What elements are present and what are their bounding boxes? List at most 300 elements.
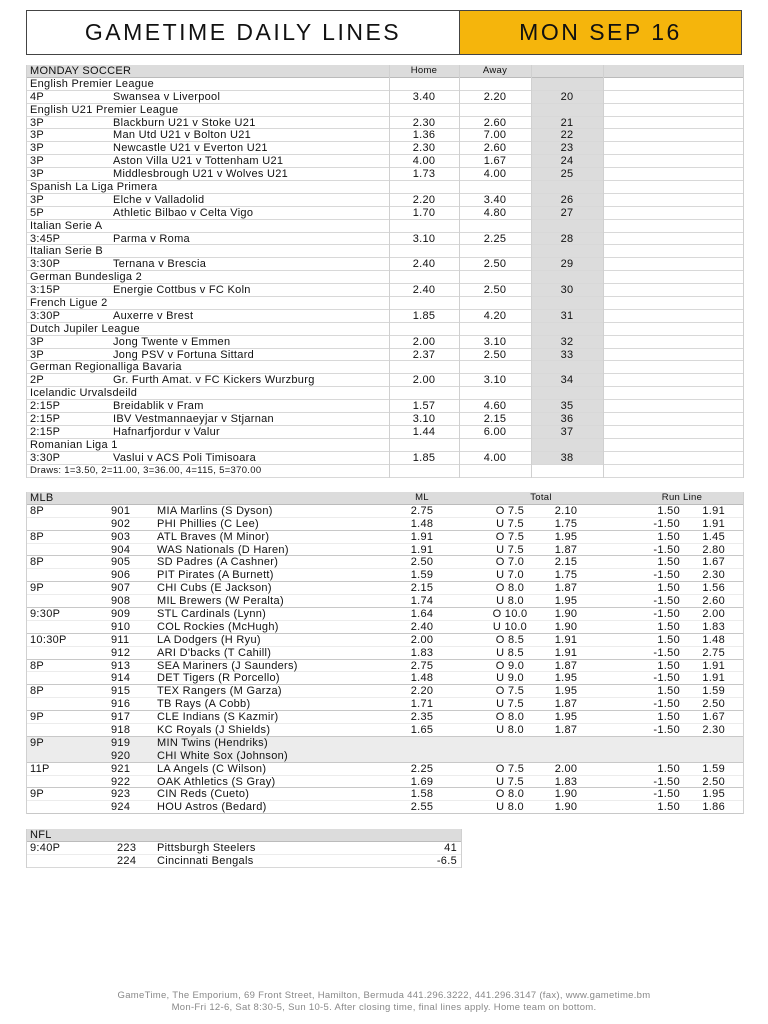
- home-odds: 2.00: [412, 335, 436, 348]
- match-teams: Auxerre v Brest: [113, 309, 194, 322]
- match-teams: Middlesbrough U21 v Wolves U21: [113, 168, 289, 181]
- match-row: [27, 168, 743, 181]
- mlb-row: [27, 634, 743, 647]
- match-time: 3:30P: [30, 309, 61, 322]
- moneyline: 2.15: [410, 582, 434, 595]
- home-odds: 3.40: [412, 90, 436, 103]
- run-line: 1.50: [657, 711, 680, 724]
- draw-number: 35: [560, 400, 574, 413]
- mlb-row: [27, 685, 743, 698]
- home-odds: 2.40: [412, 284, 436, 297]
- total-odds: 1.87: [554, 582, 578, 595]
- moneyline: 1.58: [410, 788, 434, 801]
- total-odds: 1.90: [554, 608, 578, 621]
- run-line: 1.50: [657, 530, 680, 543]
- run-line-odds: 2.30: [702, 724, 725, 737]
- mlb-header-row: [27, 492, 743, 505]
- nfl-table: [26, 829, 462, 868]
- total-line: U 7.5: [496, 698, 524, 711]
- run-line-odds: 1.67: [702, 556, 725, 569]
- home-odds: 1.85: [412, 309, 436, 322]
- run-line: 1.50: [657, 556, 680, 569]
- page-header: [26, 10, 742, 55]
- total-line: O 7.0: [495, 556, 525, 569]
- game-time: 8P: [30, 504, 45, 517]
- away-odds: 2.50: [483, 258, 507, 271]
- team-name: Pittsburgh Steelers: [157, 841, 256, 854]
- moneyline: 2.75: [410, 504, 434, 517]
- spread-line: -6.5: [436, 854, 457, 867]
- footer: [0, 990, 768, 1014]
- mlb-row: [27, 556, 743, 569]
- total-odds: 1.87: [554, 543, 578, 556]
- rotation-number: 902: [111, 517, 131, 530]
- draw-number: 31: [560, 309, 574, 322]
- total-odds: 1.95: [554, 685, 578, 698]
- total-line: O 7.5: [495, 530, 525, 543]
- soccer-section-title: MONDAY SOCCER: [30, 65, 132, 77]
- rotation-number: 922: [111, 775, 131, 788]
- draw-number: 32: [560, 335, 574, 348]
- column-divider: [531, 65, 532, 478]
- game-time: 11P: [30, 762, 50, 775]
- away-odds: 4.00: [483, 451, 507, 464]
- match-time: 3P: [30, 116, 45, 129]
- total-line: U 7.5: [496, 517, 524, 530]
- league-name: German Bundesliga 2: [30, 271, 143, 284]
- total-odds: 1.75: [554, 569, 578, 582]
- run-line-odds: 2.60: [702, 595, 725, 608]
- moneyline: 1.64: [410, 608, 434, 621]
- team-pitcher: CHI Cubs (E Jackson): [157, 582, 272, 595]
- run-line: -1.50: [653, 698, 680, 711]
- match-row: [27, 452, 743, 465]
- match-row: [27, 207, 743, 220]
- soccer-header-row: [27, 65, 743, 78]
- game-time: 8P: [30, 556, 45, 569]
- mlb-row: [27, 698, 743, 711]
- draw-number: 22: [560, 129, 574, 142]
- mlb-row: [27, 544, 743, 557]
- moneyline: 2.00: [410, 633, 434, 646]
- total-odds: 2.15: [554, 556, 578, 569]
- run-line-odds: 1.91: [702, 504, 725, 517]
- match-time: 3P: [30, 168, 45, 181]
- league-name: French Ligue 2: [30, 297, 108, 310]
- run-line: 1.50: [657, 801, 680, 814]
- draw-number: 37: [560, 425, 574, 438]
- home-odds: 3.10: [412, 232, 436, 245]
- match-time: 3P: [30, 129, 45, 142]
- mlb-row: [27, 647, 743, 660]
- game-time: 9P: [30, 582, 45, 595]
- mlb-row: [27, 801, 743, 814]
- match-row: [27, 155, 743, 168]
- away-odds: 4.20: [483, 309, 507, 322]
- match-time: 3P: [30, 335, 45, 348]
- number-column-shade: [531, 323, 603, 335]
- run-line: -1.50: [653, 646, 680, 659]
- home-odds: 4.00: [412, 155, 436, 168]
- run-line-odds: 1.56: [702, 582, 725, 595]
- match-teams: Newcastle U21 v Everton U21: [113, 142, 268, 155]
- home-odds: 2.30: [412, 142, 436, 155]
- number-column-shade: [531, 104, 603, 116]
- total-line: O 8.0: [495, 582, 525, 595]
- draw-number: 28: [560, 232, 574, 245]
- run-line-odds: 1.95: [702, 788, 725, 801]
- total-line: U 8.0: [496, 724, 524, 737]
- match-teams: Hafnarfjordur v Valur: [113, 425, 220, 438]
- league-name: Romanian Liga 1: [30, 438, 118, 451]
- rotation-number: 924: [111, 801, 131, 814]
- team-pitcher: SEA Mariners (J Saunders): [157, 659, 298, 672]
- team-pitcher: PIT Pirates (A Burnett): [157, 569, 274, 582]
- draw-number: 27: [560, 206, 574, 219]
- home-odds: 1.70: [412, 206, 436, 219]
- moneyline: 1.48: [410, 517, 434, 530]
- mlb-row: [27, 608, 743, 621]
- rotation-number: 910: [111, 620, 131, 633]
- total-odds: 1.87: [554, 698, 578, 711]
- rotation-number: 908: [111, 595, 131, 608]
- run-line: 1.50: [657, 504, 680, 517]
- footer-address: GameTime, The Emporium, 69 Front Street, Hamilton, Bermuda 441.296.3222, 441.296.3147 (fax), www.gametime.bm: [117, 990, 651, 1001]
- match-row: [27, 426, 743, 439]
- team-pitcher: MIA Marlins (S Dyson): [157, 504, 273, 517]
- team-pitcher: CLE Indians (S Kazmir): [157, 711, 279, 724]
- league-name: Dutch Jupiler League: [30, 322, 140, 335]
- total-line: O 7.5: [495, 762, 525, 775]
- league-row: [27, 104, 743, 117]
- draw-number: 30: [560, 284, 574, 297]
- away-odds: 3.10: [483, 335, 507, 348]
- rotation-number: 912: [111, 646, 131, 659]
- draw-number: 38: [560, 451, 574, 464]
- total-line: U 8.0: [496, 595, 524, 608]
- team-pitcher: HOU Astros (Bedard): [157, 801, 267, 814]
- league-name: Italian Serie B: [30, 245, 103, 258]
- home-odds: 2.20: [412, 193, 436, 206]
- total-line: O 8.0: [495, 711, 525, 724]
- page-date: MON SEP 16: [460, 11, 741, 54]
- team-pitcher: SD Padres (A Cashner): [157, 556, 279, 569]
- league-row: [27, 78, 743, 91]
- number-column-shade: [531, 245, 603, 257]
- away-odds: 2.50: [483, 348, 507, 361]
- nfl-row: [27, 855, 461, 868]
- rotation-number: 901: [111, 504, 131, 517]
- team-pitcher: MIN Twins (Hendriks): [157, 736, 268, 749]
- rotation-number: 913: [111, 659, 131, 672]
- away-odds: 1.67: [483, 155, 507, 168]
- draw-number: 20: [560, 90, 574, 103]
- run-line-odds: 2.50: [702, 775, 725, 788]
- team-pitcher: MIL Brewers (W Peralta): [157, 595, 284, 608]
- home-odds: 3.10: [412, 413, 436, 426]
- draw-number: 34: [560, 374, 574, 387]
- moneyline: 2.55: [410, 801, 434, 814]
- game-time: 9P: [30, 736, 45, 749]
- moneyline: 1.91: [410, 543, 434, 556]
- run-line-odds: 1.59: [702, 762, 725, 775]
- league-row: [27, 271, 743, 284]
- run-line-odds: 2.80: [702, 543, 725, 556]
- team-pitcher: STL Cardinals (Lynn): [157, 608, 267, 621]
- match-time: 3P: [30, 348, 45, 361]
- total-line: O 7.5: [495, 504, 525, 517]
- game-time: 9P: [30, 788, 45, 801]
- match-row: [27, 349, 743, 362]
- moneyline: 1.65: [410, 724, 434, 737]
- draw-number: 26: [560, 193, 574, 206]
- number-column-shade: [531, 439, 603, 451]
- number-column-shade: [531, 78, 603, 90]
- number-column-shade: [531, 220, 603, 232]
- away-odds: 7.00: [483, 129, 507, 142]
- total-odds: 1.83: [554, 775, 578, 788]
- moneyline: 1.83: [410, 646, 434, 659]
- run-line: -1.50: [653, 788, 680, 801]
- total-line: U 10.0: [492, 620, 528, 633]
- run-line-odds: 1.91: [702, 517, 725, 530]
- game-time: 8P: [30, 530, 45, 543]
- rotation-number: 917: [111, 711, 131, 724]
- run-line: 1.50: [657, 659, 680, 672]
- mlb-row: [27, 776, 743, 789]
- number-column-shade: [531, 181, 603, 193]
- mlb-row: [27, 621, 743, 634]
- match-teams: Parma v Roma: [113, 232, 190, 245]
- total-odds: 2.00: [554, 762, 578, 775]
- game-time: 9:40P: [30, 841, 61, 854]
- rotation-number: 918: [111, 724, 131, 737]
- match-row: [27, 413, 743, 426]
- total-line: U 8.0: [496, 801, 524, 814]
- match-time: 2P: [30, 374, 45, 387]
- run-line: -1.50: [653, 724, 680, 737]
- run-line: 1.50: [657, 685, 680, 698]
- away-odds: 6.00: [483, 425, 507, 438]
- rotation-number: 905: [111, 556, 131, 569]
- run-line: -1.50: [653, 608, 680, 621]
- run-line-odds: 1.91: [702, 672, 725, 685]
- game-time: 9P: [30, 711, 45, 724]
- team-pitcher: DET Tigers (R Porcello): [157, 672, 280, 685]
- rotation-number: 921: [111, 762, 131, 775]
- rotation-number: 223: [117, 841, 137, 854]
- match-teams: Energie Cottbus v FC Koln: [113, 284, 251, 297]
- total-line: U 7.0: [496, 569, 524, 582]
- mlb-row: [27, 595, 743, 608]
- home-odds: 1.36: [412, 129, 436, 142]
- rotation-number: 911: [111, 633, 130, 646]
- match-teams: Swansea v Liverpool: [113, 90, 221, 103]
- league-name: German Regionalliga Bavaria: [30, 361, 182, 374]
- total-odds: 2.10: [554, 504, 578, 517]
- total-odds: 1.90: [554, 788, 578, 801]
- total-line: O 10.0: [492, 608, 528, 621]
- total-odds: 1.91: [554, 646, 578, 659]
- league-row: [27, 220, 743, 233]
- match-teams: Man Utd U21 v Bolton U21: [113, 129, 252, 142]
- number-column-shade: [531, 387, 603, 399]
- away-odds: 3.10: [483, 374, 507, 387]
- league-row: [27, 439, 743, 452]
- number-column-shade: [531, 271, 603, 283]
- moneyline: 1.74: [410, 595, 434, 608]
- home-column-header: Home: [410, 65, 438, 76]
- away-odds: 2.15: [483, 413, 507, 426]
- game-time: 10:30P: [30, 633, 67, 646]
- total-odds: 1.95: [554, 672, 578, 685]
- away-odds: 4.60: [483, 400, 507, 413]
- total-odds: 1.95: [554, 530, 578, 543]
- rotation-number: 224: [117, 854, 137, 867]
- soccer-table: [26, 65, 744, 478]
- draws-row: [27, 465, 743, 478]
- run-line-odds: 1.83: [702, 620, 725, 633]
- moneyline: 2.35: [410, 711, 434, 724]
- draw-number: 33: [560, 348, 574, 361]
- run-line: -1.50: [653, 775, 680, 788]
- match-teams: IBV Vestmannaeyjar v Stjarnan: [113, 413, 274, 426]
- league-row: [27, 245, 743, 258]
- moneyline: 1.48: [410, 672, 434, 685]
- rotation-number: 904: [111, 543, 131, 556]
- mlb-row: [27, 505, 743, 518]
- total-odds: 1.87: [554, 724, 578, 737]
- mlb-table: [26, 492, 744, 814]
- total-line: O 7.5: [495, 685, 525, 698]
- league-name: English U21 Premier League: [30, 103, 179, 116]
- total-odds: 1.87: [554, 659, 578, 672]
- match-time: 3:15P: [30, 284, 61, 297]
- total-line: O 8.0: [495, 788, 525, 801]
- total-line: U 9.0: [496, 672, 524, 685]
- league-name: English Premier League: [30, 77, 155, 90]
- match-time: 2:15P: [30, 413, 61, 426]
- away-odds: 2.25: [483, 232, 507, 245]
- mlb-row: [27, 531, 743, 544]
- away-odds: 2.50: [483, 284, 507, 297]
- home-odds: 1.73: [412, 168, 436, 181]
- league-name: Spanish La Liga Primera: [30, 181, 158, 194]
- match-teams: Gr. Furth Amat. v FC Kickers Wurzburg: [113, 374, 315, 387]
- mlb-row: [27, 788, 743, 801]
- mlb-row: [27, 737, 743, 750]
- match-row: [27, 310, 743, 323]
- away-odds: 2.20: [483, 90, 507, 103]
- match-row: [27, 142, 743, 155]
- match-teams: Elche v Valladolid: [113, 193, 205, 206]
- moneyline: 2.75: [410, 659, 434, 672]
- team-pitcher: TEX Rangers (M Garza): [157, 685, 282, 698]
- home-odds: 2.37: [412, 348, 436, 361]
- rotation-number: 919: [111, 736, 131, 749]
- run-line-odds: 2.75: [702, 646, 725, 659]
- mlb-row: [27, 724, 743, 737]
- away-odds: 2.60: [483, 116, 507, 129]
- total-odds: 1.95: [554, 711, 578, 724]
- draw-number: 36: [560, 413, 574, 426]
- run-line: 1.50: [657, 633, 680, 646]
- match-time: 3P: [30, 155, 45, 168]
- home-odds: 1.57: [412, 400, 436, 413]
- league-row: [27, 297, 743, 310]
- run-line-odds: 1.48: [702, 633, 725, 646]
- run-line: -1.50: [653, 569, 680, 582]
- league-row: [27, 181, 743, 194]
- match-teams: Jong Twente v Emmen: [113, 335, 231, 348]
- team-pitcher: ATL Braves (M Minor): [157, 530, 270, 543]
- away-odds: 4.80: [483, 206, 507, 219]
- match-time: 2:15P: [30, 425, 61, 438]
- match-row: [27, 117, 743, 130]
- rotation-number: 915: [111, 685, 131, 698]
- team-name: Cincinnati Bengals: [157, 854, 254, 867]
- run-line: -1.50: [653, 672, 680, 685]
- run-line-column-header: Run Line: [661, 492, 703, 503]
- rotation-number: 920: [111, 749, 131, 762]
- draws-note: Draws: 1=3.50, 2=11.00, 3=36.00, 4=115, 5=370.00: [30, 464, 262, 476]
- run-line-odds: 2.00: [702, 608, 725, 621]
- mlb-row: [27, 672, 743, 685]
- run-line-odds: 2.30: [702, 569, 725, 582]
- draw-number: 29: [560, 258, 574, 271]
- run-line-odds: 1.91: [702, 659, 725, 672]
- match-time: 3P: [30, 193, 45, 206]
- match-row: [27, 336, 743, 349]
- column-divider: [603, 65, 604, 478]
- mlb-row: [27, 569, 743, 582]
- team-pitcher: TB Rays (A Cobb): [157, 698, 251, 711]
- home-odds: 1.44: [412, 425, 436, 438]
- run-line-odds: 1.45: [702, 530, 725, 543]
- match-row: [27, 400, 743, 413]
- team-pitcher: PHI Phillies (C Lee): [157, 517, 259, 530]
- draw-number: 25: [560, 168, 574, 181]
- match-row: [27, 91, 743, 104]
- match-row: [27, 194, 743, 207]
- game-time: 8P: [30, 685, 45, 698]
- match-row: [27, 233, 743, 246]
- total-line: O 9.0: [495, 659, 525, 672]
- number-column-shade: [531, 361, 603, 373]
- total-column-header: Total: [530, 492, 552, 503]
- number-column-shade: [531, 297, 603, 309]
- game-time: 8P: [30, 659, 45, 672]
- team-pitcher: KC Royals (J Shields): [157, 724, 271, 737]
- rotation-number: 916: [111, 698, 131, 711]
- home-odds: 2.00: [412, 374, 436, 387]
- mlb-row: [27, 518, 743, 531]
- moneyline: 2.50: [410, 556, 434, 569]
- footer-hours: Mon-Fri 12-6, Sat 8:30-5, Sun 10-5. After closing time, final lines apply. Home team on bottom.: [171, 1002, 597, 1013]
- match-time: 3:45P: [30, 232, 61, 245]
- match-teams: Aston Villa U21 v Tottenham U21: [113, 155, 284, 168]
- run-line: 1.50: [657, 582, 680, 595]
- run-line-odds: 1.59: [702, 685, 725, 698]
- page-title: GAMETIME DAILY LINES: [27, 11, 460, 54]
- team-pitcher: ARI D'backs (T Cahill): [157, 646, 272, 659]
- match-teams: Breidablik v Fram: [113, 400, 204, 413]
- draw-number: 24: [560, 155, 574, 168]
- team-pitcher: WAS Nationals (D Haren): [157, 543, 289, 556]
- run-line-odds: 1.86: [702, 801, 725, 814]
- match-time: 2:15P: [30, 400, 61, 413]
- rotation-number: 909: [111, 608, 131, 621]
